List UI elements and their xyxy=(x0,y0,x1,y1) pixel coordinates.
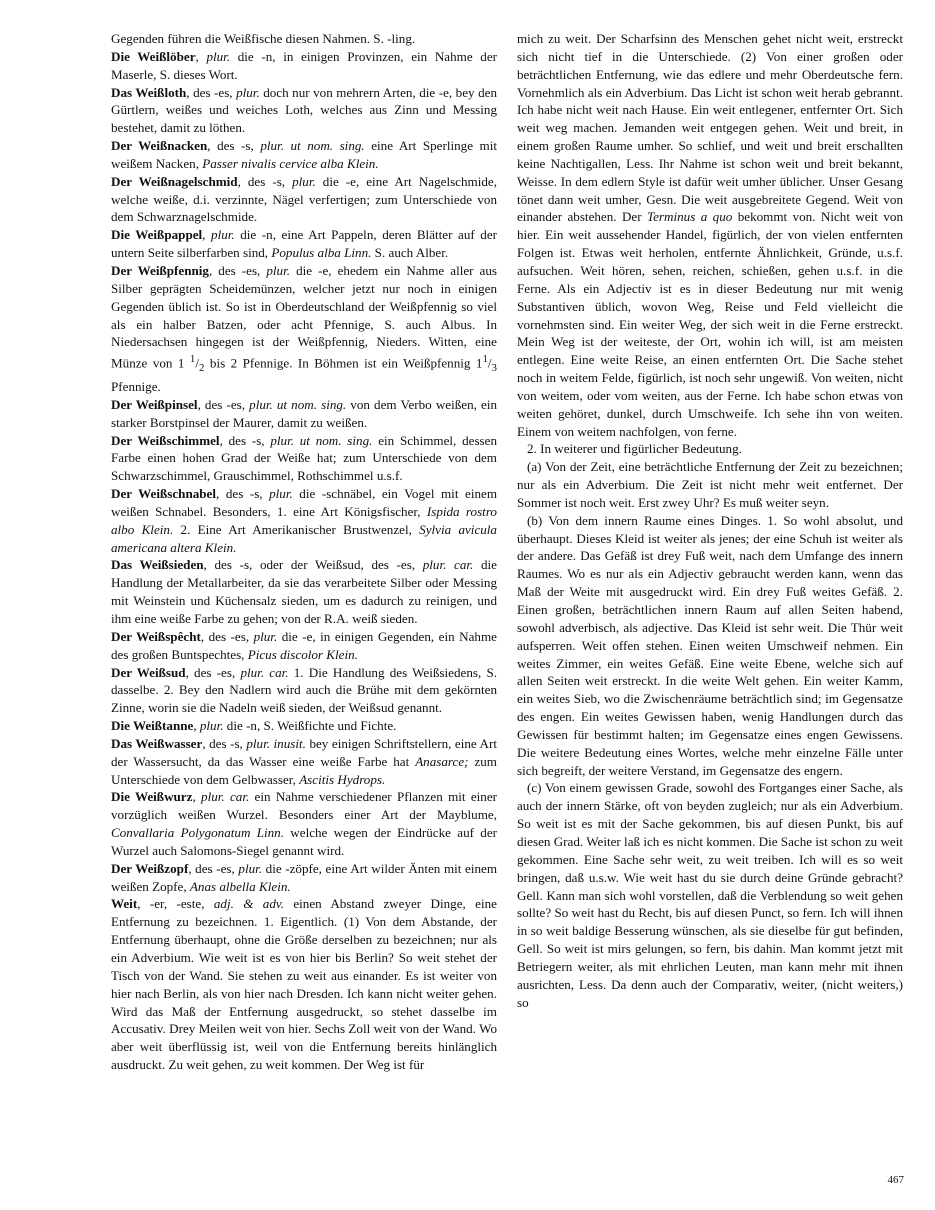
body-text: Gegenden führen die Weißfische diesen Nahmen. S. -ling. xyxy=(111,31,416,46)
dictionary-entry xyxy=(111,84,497,138)
body-text: mich zu weit. Der Scharfsinn des Menschen gehet nicht weit, erstreckt sich nicht tief in die Unterschiede. (2) Von einer großen oder beträchtlichen Entfernung, wie das edlere und mehr Oberdeutsche fern. Vornehmlich als ein Adverbium. Das Licht ist schon weit herab gebrannt. Ich habe nicht weit nach Hause. Ein weit entlegener, entfernter Ort. Sich weit weg machen. Jemanden weit entgegen gehen. Weit und breit, in einem großen Raume umher. So schlief, und weit und breit erschallten keine Nachtigallen, Less. Ihr Nahme ist schon weit und breit bekannt, Weisse. In dem edlern Style ist dafür weit umher üblicher. Unser Gesang tönet dann weit umher, Gesn. Die weit ausgebreitete Gegend. Weit von einander abstehen. Der xyxy=(517,31,903,225)
dictionary-entry xyxy=(111,48,497,84)
dictionary-entry xyxy=(111,664,497,718)
text-paragraph xyxy=(517,512,903,780)
left-column xyxy=(111,30,497,1074)
body-text: bis 2 Pfennige. In Böhmen ist ein Weißpfennig 1 xyxy=(204,355,483,371)
body-text: ein Schimmel, dessen Farbe einen hohen Grad der Weiße hat; zum Unterschiede von dem Schwarzschimmel, Grauschimmel, Rothschimmel u.s.f. xyxy=(111,432,498,484)
italic-text: plur. xyxy=(236,84,260,100)
dictionary-entry xyxy=(111,860,497,896)
dictionary-entry xyxy=(111,262,497,396)
italic-text: Ascitis Hydrops. xyxy=(299,771,386,787)
body-text: bey einigen Schriftstellern, eine Art der Wassersucht, da das Wasser eine weiße Farbe hat xyxy=(111,735,497,769)
body-text: zum Unterschiede von dem Gelbwasser, xyxy=(111,753,497,787)
italic-text: Ispida rostro albo Klein. xyxy=(111,503,497,537)
dictionary-entry xyxy=(111,432,497,486)
italic-text: Anas albella Klein. xyxy=(189,878,291,894)
italic-text: plur. xyxy=(266,262,291,278)
entry-headword: Der Weißnagelschmid xyxy=(111,173,238,189)
fraction-denominator: 3 xyxy=(491,362,497,375)
body-text: , des -s, xyxy=(237,173,293,189)
dictionary-entry xyxy=(111,485,497,556)
italic-text: Terminus a quo xyxy=(647,209,733,225)
dictionary-entry xyxy=(111,628,497,664)
dictionary-entry xyxy=(111,396,497,432)
entry-headword: Die Weißpappel xyxy=(111,227,203,243)
body-text: , des -es, xyxy=(188,860,239,876)
body-text: , des -s, xyxy=(219,432,271,448)
body-text: , -er, -este, xyxy=(137,896,214,912)
italic-text: plur. car. xyxy=(422,557,474,573)
entry-headword: Der Weißspêcht xyxy=(111,628,201,644)
dictionary-entry xyxy=(111,137,497,173)
italic-text: adj. & adv. xyxy=(213,896,284,912)
body-text: die -n, in einigen Provinzen, ein Nahme der Maserle, S. dieses Wort. xyxy=(111,48,498,82)
fraction-numerator: 1 xyxy=(482,353,488,366)
italic-text: plur. inusit. xyxy=(246,735,306,751)
entry-headword: Das Weißsieden xyxy=(111,557,204,573)
body-text: eine Art Sperlinge mit weißem Nacken, xyxy=(111,138,498,171)
italic-text: plur. xyxy=(292,173,316,189)
dictionary-entry xyxy=(111,895,497,1073)
italic-text: plur. xyxy=(238,860,263,876)
body-text: die -e, ehedem ein Nahme aller aus Silber geprägten Scheidemünzen, welcher jetzt nur noch in einigen Gegenden üblich ist. So ist in Oberdeutschland der Weißpfennig so viel als ein halber Batzen, oder acht Pfennige, S. auch Albus. In Niedersachsen hingegen ist der Weißpfennig, Nieders. Witten, eine Münze von 1 xyxy=(111,262,498,371)
body-text: 2. In weiterer und figürlicher Bedeutung. xyxy=(527,441,742,457)
body-text: Pfennige. xyxy=(111,379,161,394)
body-text: die -n, eine Art Pappeln, deren Blätter auf der untern Seite silberfarben sind, xyxy=(111,227,498,261)
body-text: (b) Von dem innern Raume eines Dinges. 1. So wohl absolut, und überhaupt. Dieses Kleid ist weiter als jenes; der eine Schuh ist weiter als der andere. Das Gefäß ist drey Fuß weit, nach dem Umfange des innern Raumes. Wo es nur als ein Adjectiv gebraucht werden kann, wenn das Maß der Weite mit ausgedruckt wird. Ein drey Fuß weites Gefäß. 2. Einen großen, beträchtlichen innern Raum auf allen Seiten habend, sowohl adverbisch, als adjective. Das Kleid ist sehr weit. Die Thür weit aufsperren. Weit offen stehen. Einen weiten Umschweif nehmen. Ein weites Zimmer, ein weites Gefäß. Eine weite Ebene, welche sich auf allen Seiten weit erstreckt. In die weite Welt gehen. Ein weiter Kamm, ein weites Sieb, wo die Zwischenräume beträchtlich sind; im Gegensatze des engen. Ein weites Gewissen haben, wenig Handlungen durch das Gewissen für bestimmt halten; im Gegensatze eines engen Gewissens. Die weitere Bedeutung eines Wortes, welche mehr einzelne Fälle unter sich begreift, der weitere Verstand, im Gegensatze des engern. xyxy=(517,512,903,778)
entry-headword: Der Weißzopf xyxy=(111,860,189,876)
text-paragraph xyxy=(517,458,903,512)
entry-headword: Weit xyxy=(111,896,138,912)
italic-text: plur. car. xyxy=(201,789,250,805)
italic-text: plur. ut nom. sing. xyxy=(249,396,347,412)
text-paragraph xyxy=(517,779,903,1011)
body-text: , des -es, xyxy=(208,262,267,278)
body-text: welche wegen der Eindrücke auf der Wurzel auch Salomons-Siegel genannt wird. xyxy=(111,825,497,858)
body-text: / xyxy=(195,355,200,371)
body-text: bekommt von. Nicht weit von hier. Ein weit aussehender Handel, figürlich, der von vielen entfernten Folgen ist. Etwas weit herholen, entfernte Ähnlichkeit, Gründe, u.s.f. aufsuchen. Weit hören, sehen, reichen, schießen, gehen u.s.f. in die Ferne. Als ein Adjectiv ist es in dieser Bedeutung nur mit wenig Substantiven üblich, wovon Weg, Reise und Feld vielleicht die vornehmsten sind. Ein weiter Weg, der sich weit in die Ferne erstreckt. Mein Weg ist der weiteste, der Ort, wohin ich will, ist am meisten entlegen. Eine weite Reise, an einen entfernten Ort. Die Sache stehet noch in weitem Felde, figürlich, ist noch sehr ungewiß. Von weiten, nicht von weitem, oder vom weiten, aus der Ferne. Ich habe schon etwas von weiten gehöret, dunkel, durch Umschweife. Ich sehe ihn von weiten. Einem von weitem nachfolgen, von ferne. xyxy=(517,209,903,439)
text-paragraph xyxy=(517,440,903,458)
body-text: , xyxy=(192,789,202,805)
page-number: 467 xyxy=(887,1174,904,1186)
italic-text: plur. xyxy=(253,628,278,644)
dictionary-entry xyxy=(111,735,497,789)
entry-headword: Das Weißwasser xyxy=(111,735,203,751)
body-text: doch nur von mehrern Arten, die -e, bey den Gürtlern, weißes und weiches Loth, welches aus Zinn und Messing bestehet, damit zu löthen. xyxy=(111,84,497,136)
body-text: , xyxy=(193,718,200,734)
entry-headword: Der Weißnacken xyxy=(111,138,208,154)
italic-text: Passer nivalis cervice alba Klein. xyxy=(202,155,379,171)
body-text: einen Abstand zweyer Dinge, eine Entfernung zu bezeichnen. 1. Eigentlich. (1) Von dem Abstande, der Entfernung überhaupt, ohne die Größe derselben zu bezeichnen; nur als ein Adverbium. Wie weit ist es von hier bis Berlin? So weit stehet der Tisch von der Wand. Sie stehen zu weit aus einander. Es ist weiter von hier nach Berlin, als von hier nach Dresden. Ich kann nicht weiter gehen. Wird das Maß der Entfernung ausgedruckt, so stehet dasselbe im Accusativ. Drey Meilen weit von hier. Sechs Zoll weit von der Wand. Wo aber weit überflüssig ist, weil von die Entfernung bereits hinlänglich ausdruckt. Zu weit gehen, zu weit kommen. Der Weg ist für xyxy=(111,896,497,1073)
body-text: S. auch Alber. xyxy=(371,245,449,261)
body-text: , des -es, xyxy=(197,396,250,412)
dictionary-entry xyxy=(111,173,497,227)
text-paragraph xyxy=(517,30,903,440)
entry-headword: Die Weißwurz xyxy=(111,789,193,805)
italic-text: plur. xyxy=(269,486,293,502)
italic-text: plur. xyxy=(199,718,224,734)
body-text: die -schnäbel, ein Vogel mit einem weißen Schnabel. Besonders, 1. eine Art Königsfischer, xyxy=(111,486,497,519)
body-text: , xyxy=(195,48,207,64)
dictionary-entry xyxy=(111,30,497,48)
dictionary-entry xyxy=(111,226,497,262)
dictionary-entry xyxy=(111,788,497,859)
dictionary-entry xyxy=(111,717,497,735)
body-text: die -zöpfe, eine Art wilder Änten mit einem weißen Zopfe, xyxy=(111,860,497,894)
body-text: die -e, eine Art Nagelschmide, welche weiße, d.i. verzinnte, Nägel verfertigen; zum Unterschiede von dem Schwarznagelschmide. xyxy=(111,173,497,225)
italic-text: Sylvia avicula americana altera Klein. xyxy=(111,521,497,555)
body-text: , des -s, xyxy=(216,486,270,502)
entry-headword: Der Weißpfennig xyxy=(111,262,209,278)
entry-headword: Der Weißschnabel xyxy=(111,486,217,502)
entry-headword: Die Weißlöber xyxy=(111,48,196,64)
entry-headword: Der Weißsud xyxy=(111,664,186,680)
body-text: (a) Von der Zeit, eine beträchtliche Entfernung der Zeit zu bezeichnen; nur als ein Adverbium. Die Zeit ist nicht mehr weit entfernet. Der Sommer ist noch weit. Erst zwey Uhr? Es muß weiter seyn. xyxy=(517,459,903,510)
dictionary-entry xyxy=(111,556,497,627)
fraction-denominator: 2 xyxy=(199,362,205,375)
body-text: / xyxy=(487,355,492,371)
italic-text: Anasarce; xyxy=(415,753,469,769)
italic-text: plur. car. xyxy=(240,664,289,680)
entry-headword: Das Weißloth xyxy=(111,84,187,100)
body-text: , des -es, xyxy=(186,84,237,100)
body-text: die Handlung der Metallarbeiter, da sie das verarbeitete Silber oder Messing mit Weinstein und Küchensalz sieden, um es dadurch zu reinigen, und ihm eine weiße Farbe zu gehen; von der R.A. weiß sieden. xyxy=(111,557,497,626)
body-text: von dem Verbo weißen, ein starker Borstpinsel der Maurer, damit zu weißen. xyxy=(111,396,498,430)
entry-headword: Die Weißtanne xyxy=(111,718,194,734)
italic-text: Picus discolor Klein. xyxy=(247,646,358,662)
body-text: 2. Eine Art Amerikanischer Brustwenzel, xyxy=(173,521,420,537)
body-text: ein Nahme verschiedener Pflanzen mit einer vorzüglich weißen Wurzel. Besonders einer Art der Mayblume, xyxy=(111,789,498,823)
body-text: , des -s, xyxy=(202,735,247,751)
body-text: 1. Die Handlung des Weißsiedens, S. dasselbe. 2. Bey den Nadlern wird auch die Brühe mit dem gekörnten Zinne, worin sie die Nadeln weiß sieden, der Weißsud genannt. xyxy=(111,664,497,716)
body-text: (c) Von einem gewissen Grade, sowohl des Fortganges einer Sache, als auch der innern Stärke, oft von beyden zugleich; nur als ein Adverbium. So weit ist es mit der Sache gekommen, bis auf diesen Punkt, bis auf diesen Grad. Weiter laß ich es nicht kommen. Die Sache ist schon zu weit gekommen. Eine Sache sehr weit, zu weit treiben. Ich will es so weit bringen, daß u.s.w. Wie weit hast du sie durch deine Gründe gebracht? Gell. Kann man sich wohl vorstellen, daß die Verblendung so weit gehen sollte? So weit hast du Recht, bis auf diesen Punct, so fern. Ich will ihnen in so weit baldige Besserung wünschen, als sie dieselbe für gut befinden, Gell. So weit ist mirs gelungen, so fern, bis dahin. Man kommt jetzt mit Betriegern weiter, als mit ehrlichen Leuten, man kann mehr mit ihnen ausrichten, Less. Da denn auch der Comparativ, weiter, (nicht weiters,) so xyxy=(517,780,903,1010)
body-text: , xyxy=(202,227,212,243)
italic-text: plur. xyxy=(211,227,235,243)
body-text: , des -s, oder der Weißsud, des -es, xyxy=(203,557,423,573)
body-text: die -e, in einigen Gegenden, ein Nahme des großen Buntspechtes, xyxy=(111,628,497,662)
italic-text: plur. xyxy=(206,48,231,64)
italic-text: plur. ut nom. sing. xyxy=(260,138,365,154)
body-text: , des -s, xyxy=(207,138,261,154)
body-text: , des -es, xyxy=(200,628,254,644)
italic-text: Convallaria Polygonatum Linn. xyxy=(111,825,284,841)
body-text: , des -es, xyxy=(185,664,241,680)
right-column xyxy=(517,30,903,1011)
body-text: die -n, S. Weißfichte und Fichte. xyxy=(223,718,397,734)
entry-headword: Der Weißpinsel xyxy=(111,396,198,412)
italic-text: plur. ut nom. sing. xyxy=(270,432,373,448)
entry-headword: Der Weißschimmel xyxy=(111,432,220,448)
fraction-numerator: 1 xyxy=(189,353,196,366)
italic-text: Populus alba Linn. xyxy=(271,245,372,261)
